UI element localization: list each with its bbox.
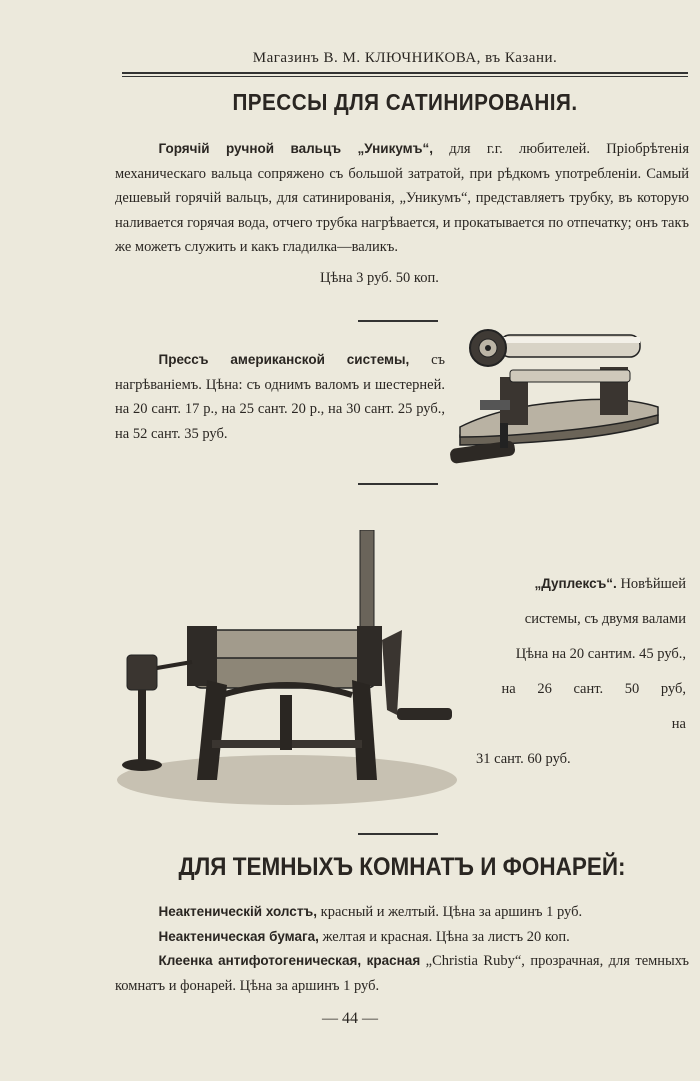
separator-2 [358, 483, 438, 485]
item-name: Неактеническая бумага, [158, 928, 319, 944]
item-text: желтая и красная. Цѣна за листъ 20 коп. [322, 928, 570, 945]
american-press-name: Прессъ американской системы, [158, 352, 410, 367]
unicum-price: Цѣна 3 руб. 50 коп. [320, 270, 439, 286]
header-rule-thick [122, 72, 688, 74]
section-title-darkrooms: ДЛЯ ТЕМНЫХЪ КОМНАТЪ И ФОНАРЕЙ: [178, 853, 626, 881]
duplex-name: „Дуплексъ“. [534, 576, 617, 591]
unicum-name: Горячій ручной вальцъ „Уникумъ“, [158, 141, 434, 156]
item-text: красный и желтый. Цѣна за аршинъ 1 руб. [320, 904, 583, 920]
duplex-press-illustration [112, 530, 462, 815]
duplex-line-1 [476, 566, 686, 602]
darkroom-items [115, 900, 689, 998]
list-item [115, 900, 689, 925]
page-header: Магазинъ В. М. КЛЮЧНИКОВА, въ Казани. [252, 50, 558, 66]
duplex-line-3: Цѣна на 20 сантим. 45 руб., [515, 646, 686, 662]
item-name: Неактеническій холстъ, [158, 904, 318, 919]
duplex-line1-text: Новѣйшей [620, 576, 686, 592]
list-item [115, 949, 689, 998]
header-rule-thin [122, 76, 688, 77]
separator-1 [358, 320, 438, 322]
duplex-line-4: на 26 сант. 50 руб, на [501, 681, 686, 732]
american-press-illustration [440, 315, 665, 475]
american-press-description [115, 348, 445, 446]
duplex-description [476, 566, 686, 777]
duplex-line-2: системы, съ двумя валами [524, 611, 686, 627]
separator-3 [358, 833, 438, 835]
duplex-line-5: 31 сант. 60 руб. [476, 751, 571, 767]
item-name: Клеенка антифотогеническая, красная [158, 953, 421, 968]
unicum-text: для г.г. любителей. Пріобрѣтенія механическаго вальца сопряжено съ большой затратой, при рѣдкомъ употребленіи. Самый дешевый горячій вальцъ, для сатинированія, „Уникумъ“, представляетъ трубку, въ которую наливается горячая вода, отчего трубка нагрѣвается, и прокатывается по отпечатку; онъ такъ же можетъ служить и какъ гладилка—валикъ. [115, 141, 690, 255]
page-number: — 44 — [322, 1010, 378, 1027]
unicum-description [115, 137, 689, 260]
section-title-presses: ПРЕССЫ ДЛЯ САТИНИРОВАНІЯ. [232, 89, 578, 115]
list-item [115, 925, 689, 950]
item-text: „Christia Ruby“, прозрачная, для темныхъ комнатъ и фонарей. Цѣна за аршинъ 1 руб. [115, 953, 689, 994]
american-press-text: съ нагрѣваніемъ. Цѣна: съ однимъ валомъ и шестерней. на 20 сант. 17 р., на 25 сант. 20 р., на 30 сант. 25 руб., на 52 сант. 35 руб. [115, 352, 445, 442]
